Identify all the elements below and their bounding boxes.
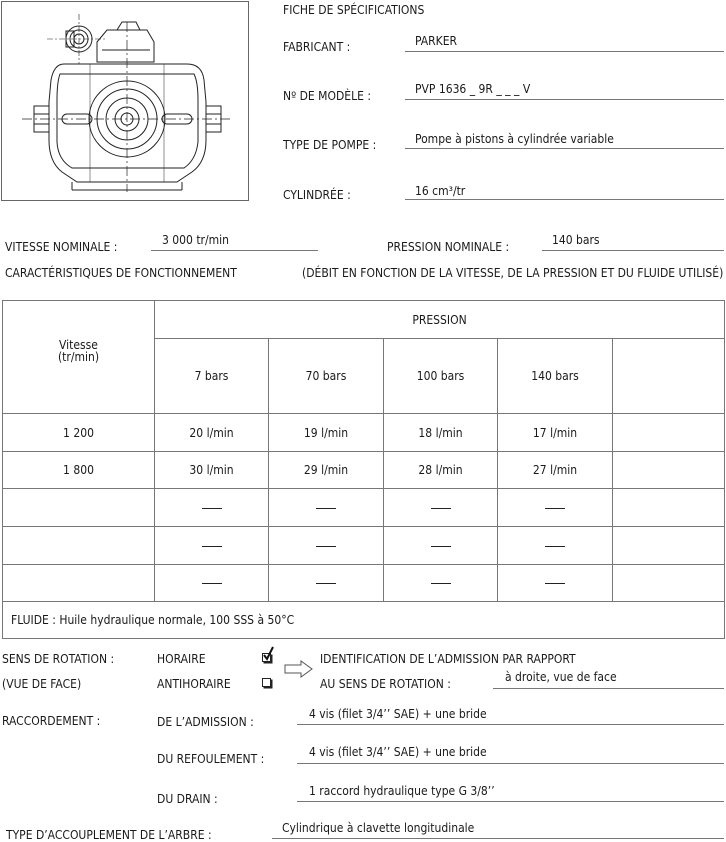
flow-cell: 20 l/min xyxy=(155,414,269,452)
pressure-col-header xyxy=(613,339,725,414)
flow-cell xyxy=(155,527,269,565)
blank-dash xyxy=(316,546,336,547)
flow-cell: 27 l/min xyxy=(498,452,613,489)
fluid-cell: FLUIDE : Huile hydraulique normale, 100 SSS à 50°C xyxy=(3,602,725,639)
flow-cell xyxy=(613,489,725,527)
table-row xyxy=(3,565,725,602)
nominal-pressure-underline xyxy=(542,250,724,251)
pump-drawing xyxy=(1,1,249,201)
flow-cell xyxy=(384,565,498,602)
speed-cell xyxy=(3,527,155,565)
blank-dash xyxy=(202,508,222,509)
flow-cell xyxy=(498,527,613,565)
clockwise-label: HORAIRE xyxy=(157,652,206,666)
characteristics-note: (DÉBIT EN FONCTION DE LA VITESSE, DE LA PRESSION ET DU FLUIDE UTILISÉ) xyxy=(302,266,724,280)
flow-cell xyxy=(384,489,498,527)
flow-cell xyxy=(269,527,384,565)
pressure-col-header xyxy=(498,339,613,414)
speed-cell xyxy=(3,565,155,602)
pressure-value: 100 bars xyxy=(416,369,465,383)
speed-cell: 1 200 xyxy=(3,414,155,452)
inlet-label: DE L’ADMISSION : xyxy=(157,715,254,729)
characteristics-label: CARACTÉRISTIQUES DE FONCTIONNEMENT xyxy=(5,266,237,280)
outlet-value: 4 vis (filet 3/4’’ SAE) + une bride xyxy=(309,745,487,759)
pump-type-underline xyxy=(405,148,724,149)
flow-cell xyxy=(613,452,725,489)
inlet-value: 4 vis (filet 3/4’’ SAE) + une bride xyxy=(309,707,487,721)
speed-header: Vitesse (tr/min) xyxy=(57,337,100,364)
identification-underline xyxy=(493,688,724,689)
pump-type-label: TYPE DE POMPE : xyxy=(283,138,377,152)
outlet-underline xyxy=(297,763,724,764)
displacement-label: CYLINDRÉE : xyxy=(283,188,351,202)
model-number-label: Nº DE MODÈLE : xyxy=(283,89,371,103)
flow-cell xyxy=(155,489,269,527)
arrow-right-icon xyxy=(284,660,314,678)
pressure-col-header xyxy=(269,339,384,414)
table-row xyxy=(3,489,725,527)
blank-dash xyxy=(202,546,222,547)
blank-dash xyxy=(316,508,336,509)
pressure-col-header xyxy=(155,339,269,414)
model-number-value: PVP 1636 _ 9R _ _ _ V xyxy=(415,82,531,96)
flow-cell xyxy=(613,527,725,565)
flow-cell xyxy=(384,527,498,565)
displacement-value: 16 cm³/tr xyxy=(415,184,466,198)
blank-dash xyxy=(431,583,451,584)
flow-cell: 19 l/min xyxy=(269,414,384,452)
blank-dash xyxy=(431,508,451,509)
flow-cell xyxy=(269,489,384,527)
drain-label: DU DRAIN : xyxy=(157,792,218,806)
displacement-underline xyxy=(405,199,724,200)
inlet-underline xyxy=(297,724,724,725)
blank-dash xyxy=(202,583,222,584)
outlet-label: DU REFOULEMENT : xyxy=(157,752,265,766)
table-row xyxy=(3,414,725,452)
blank-dash xyxy=(545,508,565,509)
flow-cell: 28 l/min xyxy=(384,452,498,489)
speed-cell xyxy=(3,489,155,527)
table-row xyxy=(3,452,725,489)
drain-underline xyxy=(297,801,724,802)
rotation-sub-label: (VUE DE FACE) xyxy=(2,677,82,691)
performance-table xyxy=(2,300,725,639)
flow-cell xyxy=(498,565,613,602)
coupling-value: Cylindrique à clavette longitudinale xyxy=(282,821,475,835)
flow-cell: 17 l/min xyxy=(498,414,613,452)
identification-line-1: IDENTIFICATION DE L’ADMISSION PAR RAPPORT xyxy=(320,652,576,666)
manufacturer-label: FABRICANT : xyxy=(283,40,351,54)
nominal-pressure-value: 140 bars xyxy=(552,233,600,247)
pressure-value: 7 bars xyxy=(194,369,229,383)
flow-cell xyxy=(269,565,384,602)
connections-label: RACCORDEMENT : xyxy=(2,714,101,728)
manufacturer-underline xyxy=(405,51,724,52)
pressure-header-cell xyxy=(155,301,725,339)
blank-dash xyxy=(545,583,565,584)
table-row xyxy=(3,527,725,565)
coupling-label: TYPE D’ACCOUPLEMENT DE L’ARBRE : xyxy=(6,828,212,842)
nominal-speed-value: 3 000 tr/min xyxy=(162,233,229,247)
counterclockwise-label: ANTIHORAIRE xyxy=(157,677,231,691)
flow-cell xyxy=(498,489,613,527)
nominal-speed-underline xyxy=(151,250,318,251)
model-number-underline xyxy=(405,99,724,100)
pressure-col-header xyxy=(384,339,498,414)
blank-dash xyxy=(316,583,336,584)
flow-cell xyxy=(155,565,269,602)
drain-value: 1 raccord hydraulique type G 3/8’’ xyxy=(309,784,495,798)
nominal-pressure-label: PRESSION NOMINALE : xyxy=(387,240,510,254)
rotation-label: SENS DE ROTATION : xyxy=(2,652,115,666)
counterclockwise-checkbox[interactable] xyxy=(262,678,271,687)
identification-line-2: AU SENS DE ROTATION : xyxy=(320,677,451,691)
pressure-value: 70 bars xyxy=(305,369,347,383)
flow-cell xyxy=(613,565,725,602)
speed-cell: 1 800 xyxy=(3,452,155,489)
flow-cell: 29 l/min xyxy=(269,452,384,489)
coupling-underline xyxy=(272,838,724,839)
clockwise-checkbox[interactable] xyxy=(262,653,271,662)
pump-front-view-illustration xyxy=(2,2,250,202)
blank-dash xyxy=(431,546,451,547)
pressure-value: 140 bars xyxy=(531,369,579,383)
sheet-title: FICHE DE SPÉCIFICATIONS xyxy=(283,3,425,17)
nominal-speed-label: VITESSE NOMINALE : xyxy=(5,240,118,254)
flow-cell: 30 l/min xyxy=(155,452,269,489)
pressure-header: PRESSION xyxy=(412,312,467,327)
pump-type-value: Pompe à pistons à cylindrée variable xyxy=(415,132,614,146)
speed-header-cell xyxy=(3,301,155,414)
identification-value: à droite, vue de face xyxy=(505,670,617,684)
flow-cell: 18 l/min xyxy=(384,414,498,452)
flow-cell xyxy=(613,414,725,452)
manufacturer-value: PARKER xyxy=(415,34,458,48)
blank-dash xyxy=(545,546,565,547)
check-mark-icon xyxy=(262,646,278,662)
